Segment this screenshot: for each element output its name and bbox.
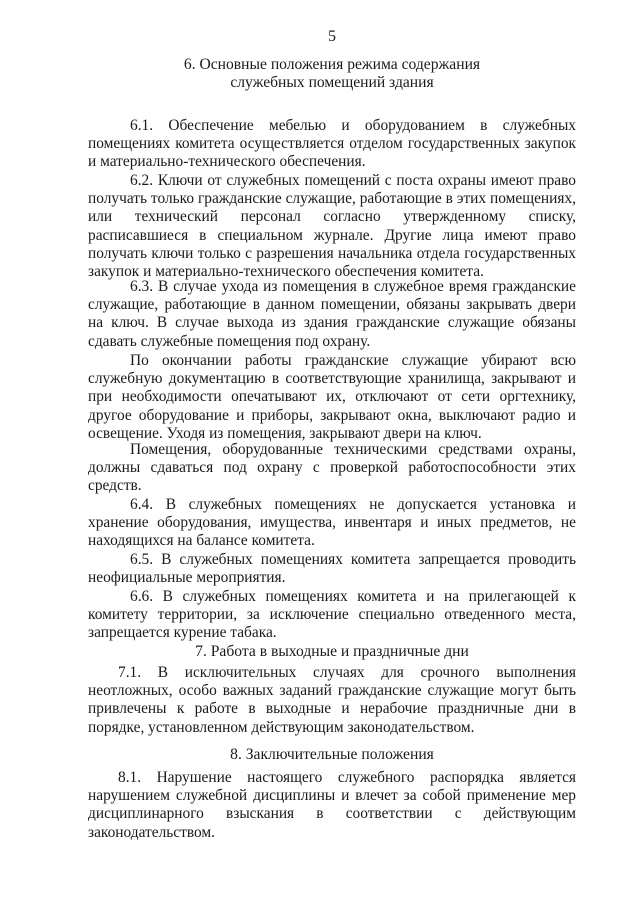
paragraph-7-1: 7.1. В исключительных случаях для срочного выполнения неотложных, особо важных заданий гражданские служащие могут быть привлечены к работе в выходные и нерабочие праздничные дни в порядке, установленном действующим законодательством.: [88, 664, 576, 736]
paragraph-6-5: 6.5. В служебных помещениях комитета запрещается проводить неофициальные мероприятия.: [88, 551, 576, 587]
paragraph-6-1: 6.1. Обеспечение мебелью и оборудованием в служебных помещениях комитета осуществляется отделом государственных закупок и материально-технического обеспечения.: [88, 117, 576, 171]
paragraph-6-3-closing: По окончании работы гражданские служащие убирают всю служебную документацию в соответствующие хранилища, закрывают и при необходимости опечатывают их, отключают от сети оргтехнику, другое оборудование и приборы, закрывают окна, выключают радио и освещение. Уходя из помещения, закрывают двери на ключ.: [88, 352, 576, 442]
page-number: 5: [328, 28, 336, 45]
document-page: [88, 0, 576, 905]
section-8-title: 8. Заключительные положения: [230, 746, 434, 763]
paragraph-6-3: 6.3. В случае ухода из помещения в служебное время гражданские служащие, работающие в данном помещении, обязаны закрывать двери на ключ. В случае выхода из здания гражданские служащие обязаны сдавать служебные помещения под охрану.: [88, 278, 576, 350]
paragraph-8-1: 8.1. Нарушение настоящего служебного распорядка является нарушением служебной дисциплины и влечет за собой применение мер дисциплинарного взыскания в соответствии с действующим законодательством.: [88, 769, 576, 841]
paragraph-6-6: 6.6. В служебных помещениях комитета и на прилегающей к комитету территории, за исключение специально отведенного места, запрещается курение табака.: [88, 588, 576, 642]
paragraph-6-2: 6.2. Ключи от служебных помещений с поста охраны имеют право получать только гражданские служащие, работающие в этих помещениях, или технический персонал согласно утвержденному списку, расписавшиеся в специальном журнале. Другие лица имеют право получать ключи только с разрешения начальника отдела государственных закупок и материально-технического обеспечения комитета.: [88, 172, 576, 281]
paragraph-6-3-alarm: Помещения, оборудованные техническими средствами охраны, должны сдаваться под охрану с проверкой работоспособности этих средств.: [88, 441, 576, 495]
section-7-title: 7. Работа в выходные и праздничные дни: [195, 643, 469, 660]
paragraph-6-4: 6.4. В служебных помещениях не допускается установка и хранение оборудования, имущества, инвентаря и иных предметов, не находящихся на балансе комитета.: [88, 496, 576, 550]
section-6-title-line-2: служебных помещений здания: [230, 74, 434, 91]
section-6-title: [88, 56, 576, 92]
section-6-title-line-1: 6. Основные положения режима содержания: [183, 56, 481, 73]
